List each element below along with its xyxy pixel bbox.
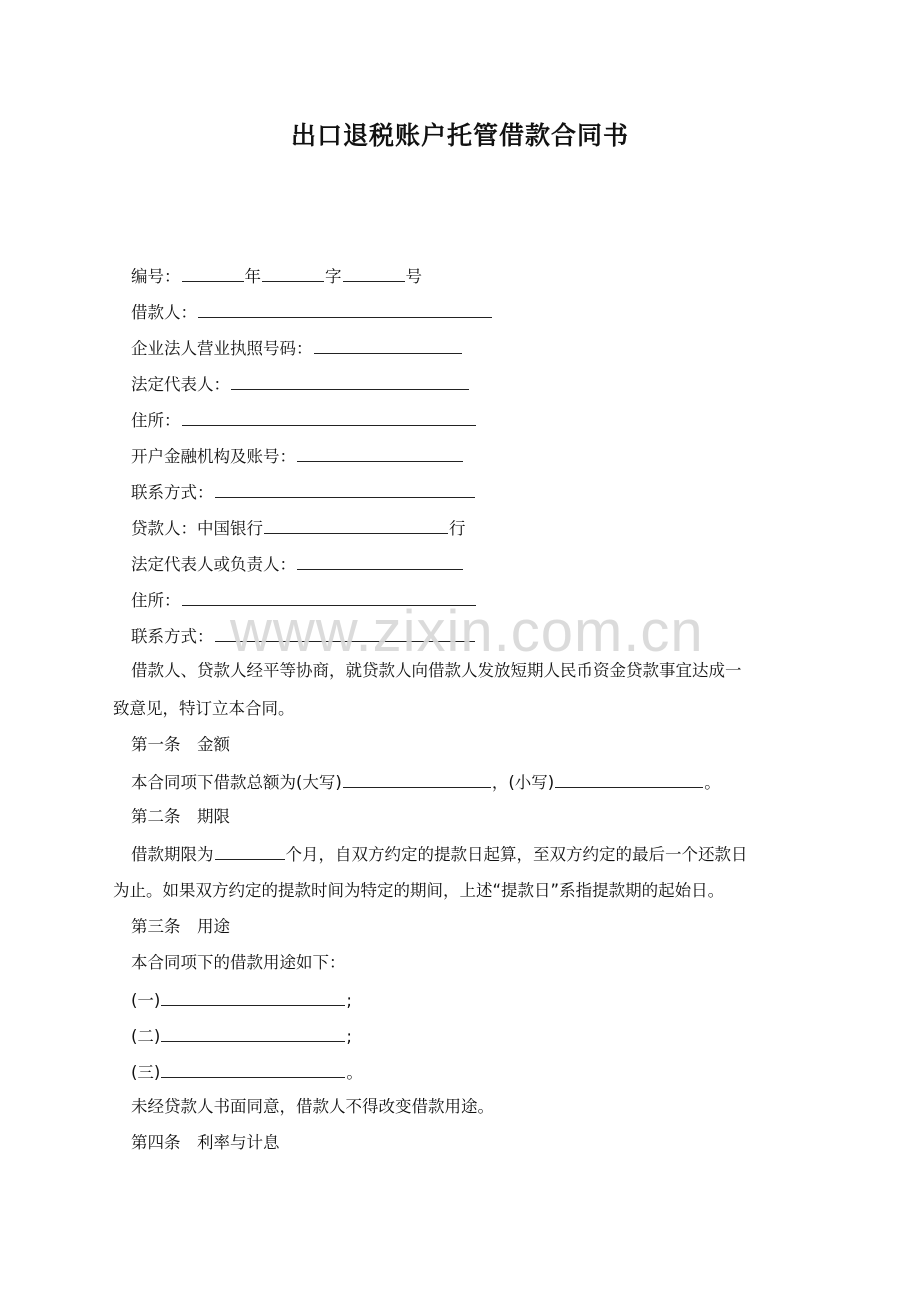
amount-lower-label: ，(小写) — [491, 773, 555, 792]
purpose-item-blank[interactable] — [161, 1060, 345, 1078]
purpose-item-end: ; — [346, 1027, 352, 1046]
no-label: 号 — [405, 267, 422, 286]
purpose-item-end: ; — [346, 991, 352, 1010]
lender-line — [131, 516, 466, 540]
year-label: 年 — [244, 267, 261, 286]
address-blank[interactable] — [182, 408, 476, 426]
contact-label: 联系方式： — [131, 483, 214, 502]
no-blank[interactable] — [343, 264, 405, 282]
legal-rep-or-head-label: 法定代表人或负责人： — [131, 555, 296, 574]
legal-rep-label: 法定代表人： — [131, 375, 230, 394]
license-label: 企业法人营业执照号码： — [131, 339, 313, 358]
article-2-heading: 第二条 期限 — [131, 807, 230, 826]
article-2-text-2: 为止。如果双方约定的提款时间为特定的期间，上述“提款日”系指提款期的起始日。 — [113, 881, 725, 900]
bank-account-label: 开户金融机构及账号： — [131, 447, 296, 466]
purpose-item-end: 。 — [346, 1063, 363, 1082]
amount-upper-blank[interactable] — [343, 770, 491, 788]
purpose-item-label: (二) — [131, 1027, 161, 1046]
number-label: 编号： — [131, 267, 181, 286]
intro-line-2: 致意见，特订立本合同。 — [113, 699, 295, 718]
legal-rep-blank[interactable] — [231, 372, 469, 390]
license-blank[interactable] — [314, 336, 462, 354]
article-3-heading: 第三条 用途 — [131, 917, 230, 936]
term-text: 个月，自双方约定的提款日起算，至双方约定的最后一个还款日 — [285, 845, 748, 864]
term-months-blank[interactable] — [215, 842, 285, 860]
purpose-item-blank[interactable] — [161, 1024, 345, 1042]
year-blank[interactable] — [182, 264, 244, 282]
lender-label: 贷款人：中国银行 — [131, 519, 263, 538]
address-line — [131, 408, 477, 432]
article-3-note: 未经贷款人书面同意，借款人不得改变借款用途。 — [131, 1097, 494, 1116]
purpose-item-label: (一) — [131, 991, 161, 1010]
amount-lower-blank[interactable] — [555, 770, 703, 788]
legal-rep-or-head-line — [131, 552, 464, 576]
amount-upper-label: 本合同项下借款总额为(大写) — [131, 773, 342, 792]
contact-line — [131, 480, 476, 504]
article-3-intro: 本合同项下的借款用途如下： — [131, 953, 346, 972]
watermark-text: www.zixin.com.cn — [230, 599, 704, 664]
term-label: 借款期限为 — [131, 845, 214, 864]
purpose-item-3 — [131, 1060, 363, 1084]
contract-number-line — [131, 264, 422, 288]
borrower-blank[interactable] — [198, 300, 492, 318]
purpose-item-label: (三) — [131, 1063, 161, 1082]
address-label: 住所： — [131, 411, 181, 430]
address2-label: 住所： — [131, 591, 181, 610]
license-line — [131, 336, 463, 360]
article-4-heading: 第四条 利率与计息 — [131, 1133, 280, 1152]
char-label: 字 — [325, 267, 342, 286]
contact2-label: 联系方式： — [131, 627, 214, 646]
contact-blank[interactable] — [215, 480, 475, 498]
char-blank[interactable] — [262, 264, 324, 282]
article-1-text — [131, 770, 721, 794]
legal-rep-line — [131, 372, 470, 396]
bank-account-blank[interactable] — [297, 444, 463, 462]
purpose-item-1 — [131, 988, 352, 1012]
lender-branch-blank[interactable] — [264, 516, 448, 534]
lender-suffix: 行 — [449, 519, 466, 538]
borrower-line — [131, 300, 493, 324]
intro-line-1: 借款人、贷款人经平等协商，就贷款人向借款人发放短期人民币资金贷款事宜达成一 — [131, 661, 742, 680]
bank-account-line — [131, 444, 464, 468]
article-1-heading: 第一条 金额 — [131, 735, 230, 754]
document-title: 出口退税账户托管借款合同书 — [290, 121, 629, 150]
article-2-text — [131, 842, 748, 866]
borrower-label: 借款人： — [131, 303, 197, 322]
legal-rep-or-head-blank[interactable] — [297, 552, 463, 570]
article-1-end: 。 — [704, 773, 721, 792]
purpose-item-2 — [131, 1024, 352, 1048]
purpose-item-blank[interactable] — [161, 988, 345, 1006]
